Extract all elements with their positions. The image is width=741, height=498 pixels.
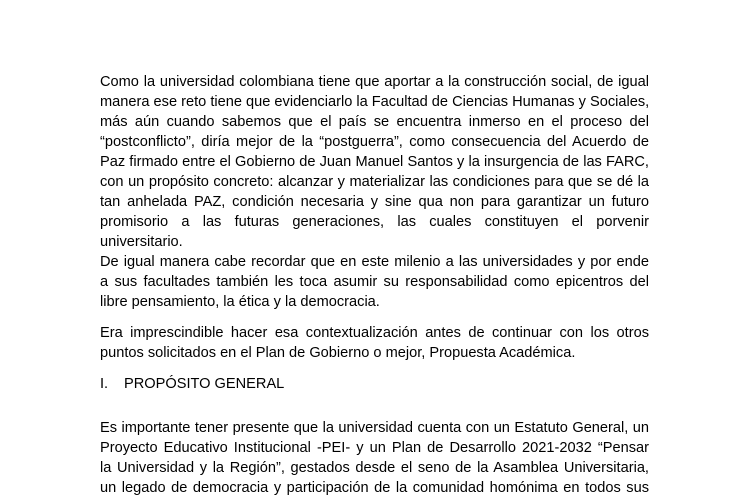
text-line: libre pensamiento, la ética y la democracia.: [100, 294, 380, 310]
text-line: tan anhelada PAZ, condición necesaria y sine qua non para garantizar un futuro: [100, 194, 649, 210]
text-line: “postconflicto”, diría mejor de la “postguerra”, como consecuencia del Acuerdo de: [100, 134, 649, 150]
text-line: Proyecto Educativo Institucional -PEI- y un Plan de Desarrollo 2021-2032 “Pensar: [100, 440, 649, 456]
text-line: un legado de democracia y participación de la comunidad homónima en todos sus: [100, 480, 649, 496]
text-line: Como la universidad colombiana tiene que aportar a la construcción social, de igual: [100, 74, 649, 90]
section-heading: [100, 374, 284, 394]
text-line: la Universidad y la Región”, gestados desde el seno de la Asamblea Universitaria,: [100, 460, 649, 476]
text-line: puntos solicitados en el Plan de Gobierno o mejor, Propuesta Académica.: [100, 345, 576, 361]
text-line: manera ese reto tiene que evidenciarlo la Facultad de Ciencias Humanas y Sociales,: [100, 94, 650, 110]
paragraph-contextualization: [100, 323, 649, 363]
text-line: De igual manera cabe recordar que en este milenio a las universidades y por ende: [100, 254, 649, 270]
text-line: Paz firmado entre el Gobierno de Juan Manuel Santos y la insurgencia de las FARC,: [100, 154, 649, 170]
paragraph-university-role: [100, 72, 649, 252]
text-line: Es importante tener presente que la universidad cuenta con un Estatuto General, un: [100, 420, 649, 436]
text-line: Era imprescindible hacer esa contextualización antes de continuar con los otros: [100, 325, 649, 341]
text-line: promisorio a las futuras generaciones, las cuales constituyen el porvenir: [100, 214, 649, 230]
section-number: I.: [100, 376, 109, 392]
paragraph-statute: [100, 418, 649, 498]
section-title: PROPÓSITO GENERAL: [124, 376, 285, 392]
text-line: con un propósito concreto: alcanzar y materializar las condiciones para que se dé la: [100, 174, 649, 190]
text-line: a sus facultades también les toca asumir su responsabilidad como epicentros del: [100, 274, 649, 290]
paragraph-millennium-responsibility: [100, 252, 649, 312]
text-line: universitario.: [100, 234, 183, 250]
text-line: más aún cuando sabemos que el país se encuentra inmerso en el proceso del: [100, 114, 649, 130]
